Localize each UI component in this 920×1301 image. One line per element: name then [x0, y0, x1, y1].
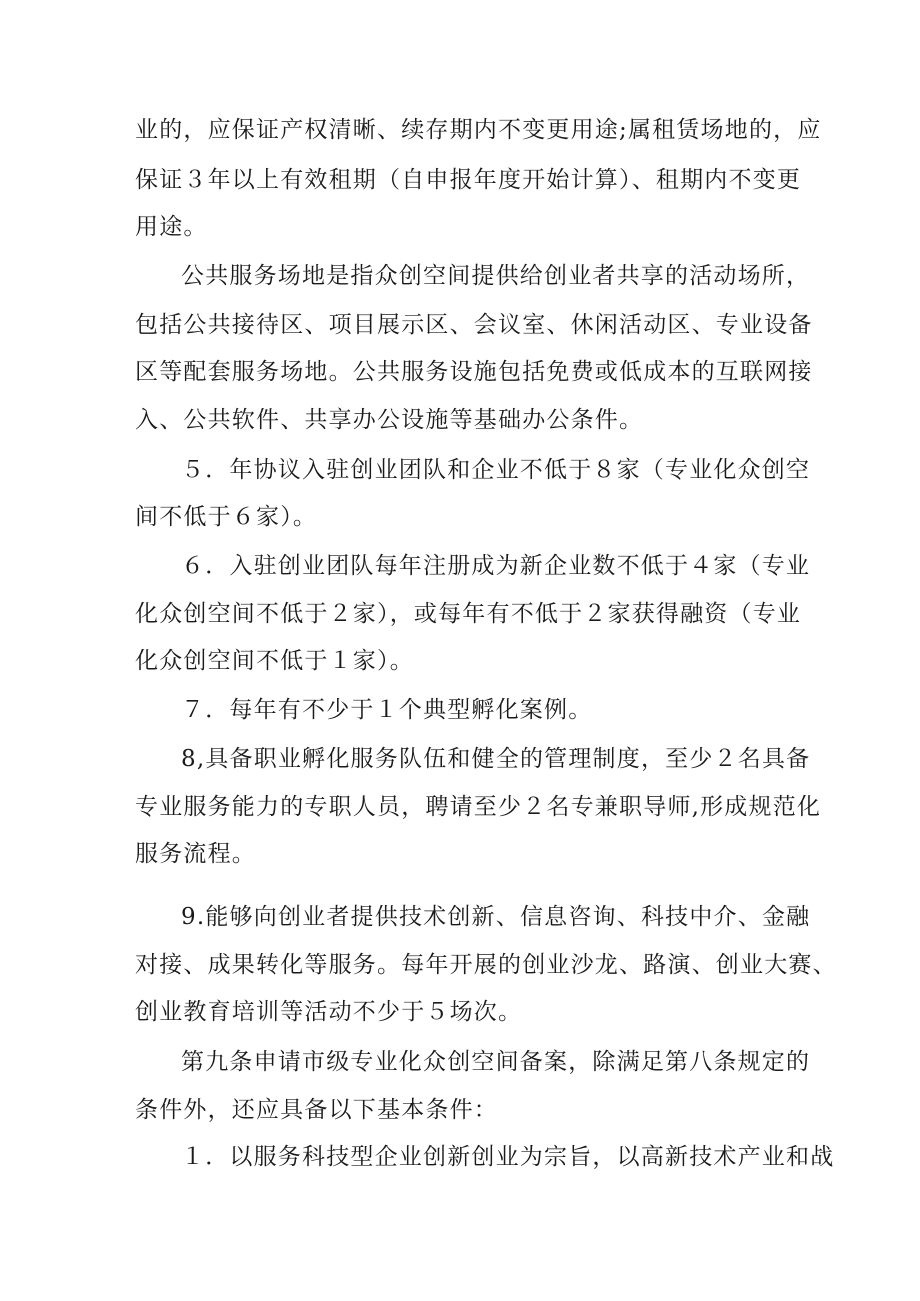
- paragraph-3-line-2: 间不低于６家）。: [135, 504, 318, 530]
- paragraph-6-line-1: 8,具备职业孵化服务队伍和健全的管理制度，至少２名具备: [181, 746, 811, 772]
- paragraph-8-line-1: 第九条申请市级专业化众创空间备案，除满足第八条规定的: [181, 1049, 811, 1075]
- paragraph-7-line-2: 对接、成果转化等服务。每年开展的创业沙龙、路演、创业大赛、: [135, 952, 837, 978]
- paragraph-2-line-1: 公共服务场地是指众创空间提供给创业者共享的活动场所，: [181, 263, 811, 289]
- paragraph-1-line-1: 业的，应保证产权清晰、续存期内不变更用途;属租赁场地的，应: [135, 117, 822, 143]
- paragraph-2-line-3: 区等配套服务场地。公共服务设施包括免费或低成本的互联网接: [135, 359, 813, 385]
- paragraph-4-line-2: 化众创空间不低于２家），或每年有不低于２家获得融资（专业: [135, 601, 802, 627]
- paragraph-7-line-3: 创业教育培训等活动不少于５场次。: [135, 999, 523, 1025]
- paragraph-3-line-1: ５．年协议入驻创业团队和企业不低于８家（专业化众创空: [181, 457, 811, 483]
- paragraph-6-line-2: 专业服务能力的专职人员，聘请至少２名专兼职导师,形成规范化: [135, 794, 822, 820]
- paragraph-4-line-1: ６．入驻创业团队每年注册成为新企业数不低于４家（专业: [181, 553, 811, 579]
- paragraph-2-line-2: 包括公共接待区、项目展示区、会议室、休闲活动区、专业设备: [135, 312, 813, 338]
- paragraph-7-line-1: 9.能够向创业者提供技术创新、信息咨询、科技中介、金融: [181, 904, 811, 930]
- paragraph-5-line-1: ７．每年有不少于１个典型孵化案例。: [181, 697, 593, 723]
- paragraph-6-line-3: 服务流程。: [135, 841, 256, 867]
- paragraph-1-line-2: 保证３年以上有效租期（自申报年度开始计算）、租期内不变更: [135, 167, 802, 193]
- paragraph-1-line-3: 用途。: [135, 214, 208, 240]
- paragraph-4-line-3: 化众创空间不低于１家）。: [135, 648, 414, 674]
- paragraph-9-line-1: １．以服务科技型企业创新创业为宗旨，以高新技术产业和战: [181, 1144, 835, 1170]
- paragraph-2-line-4: 入、公共软件、共享办公设施等基础办公条件。: [135, 407, 644, 433]
- paragraph-8-line-2: 条件外，还应具备以下基本条件：: [135, 1097, 498, 1123]
